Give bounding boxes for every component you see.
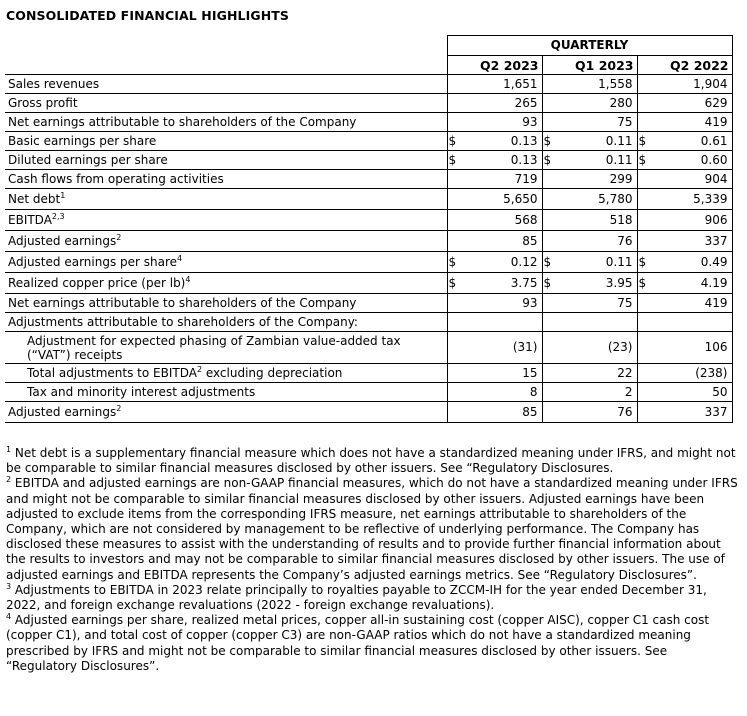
footnote-number: 2 <box>6 475 12 485</box>
value-cell <box>447 313 542 332</box>
currency-symbol: $ <box>638 254 647 269</box>
value-text: 1,904 <box>693 76 728 91</box>
value-text: 0.60 <box>700 152 728 167</box>
value-cell <box>542 113 637 132</box>
row-label-text: Net debt <box>8 191 61 206</box>
currency-symbol: $ <box>543 133 552 148</box>
currency-symbol: $ <box>543 152 552 167</box>
column-header-q1-2023: Q1 2023 <box>542 56 637 75</box>
value-cell <box>637 75 732 94</box>
footnote-text: Adjusted earnings per share, realized metal prices, copper all-in sustaining cost (copper AISC), copper C1 cash cost (copper C1), and total cost of copper (copper C3) are non-GAAP ratios which do not have a standardized meaning prescribed by IFRS and might not be comparable to similar financial measures disclosed by other issuers. See “Regulatory Disclosures”. <box>6 613 710 673</box>
row-label-text: Cash flows from operating activities <box>8 171 224 186</box>
value-text: 15 <box>522 365 538 380</box>
footnote-number: 1 <box>6 445 12 454</box>
value-cell <box>637 231 732 252</box>
value-text: 5,650 <box>503 191 538 206</box>
footnote-ref: 2 <box>116 403 122 413</box>
row-label <box>5 113 447 132</box>
value-cell <box>637 383 732 402</box>
row-label-text: Tax and minority interest adjustments <box>27 385 256 399</box>
value-cell <box>542 364 637 383</box>
row-label <box>5 231 447 252</box>
group-header-row <box>5 36 732 56</box>
row-label <box>5 210 447 231</box>
value-text: 280 <box>609 95 633 110</box>
value-cell <box>447 383 542 402</box>
value-cell <box>542 210 637 231</box>
header-label-spacer <box>5 56 447 75</box>
value-text: (238) <box>695 365 728 380</box>
currency-symbol: $ <box>448 133 457 148</box>
value-cell <box>542 94 637 113</box>
value-cell <box>637 189 732 210</box>
value-text: 419 <box>704 114 728 129</box>
value-cell <box>447 210 542 231</box>
row-label-text: Total adjustments to EBITDA <box>27 366 197 380</box>
value-text: 0.11 <box>605 152 633 167</box>
footnote-ref: 4 <box>177 253 183 263</box>
page-title: CONSOLIDATED FINANCIAL HIGHLIGHTS <box>6 8 289 23</box>
row-label-text: Adjustments attributable to shareholders of the Company: <box>8 314 358 329</box>
value-cell <box>637 113 732 132</box>
value-text: 1,651 <box>503 76 538 91</box>
row-label-text: Gross profit <box>8 95 78 110</box>
table-row <box>5 151 732 170</box>
currency-symbol: $ <box>638 152 647 167</box>
value-text: 0.49 <box>700 254 728 269</box>
value-cell <box>637 210 732 231</box>
row-label <box>5 294 447 313</box>
value-text: 904 <box>704 171 728 186</box>
value-text: (23) <box>607 340 633 354</box>
value-text: 337 <box>704 404 728 419</box>
value-text: 299 <box>609 171 633 186</box>
value-text: 3.75 <box>510 275 538 290</box>
footnote-text: EBITDA and adjusted earnings are non-GAAP financial measures, which do not have a standardized meaning under IFRS and might not be comparable to similar financial measures disclosed by other issuers. Adjusted earnings have been adjusted to exclude items from the corresponding IFRS measure, net earnings attributable to shareholders of the Company, which are not considered by management to be reflective of underlying performance. The Company has disclosed these measures to assist with the understanding of results and to provide further financial information about the results to investors and may not be comparable to similar financial measures disclosed by other issuers. The use of adjusted earnings and EBITDA represents the Company’s adjusted earnings metrics. See “Regulatory Disclosures”. <box>6 476 738 582</box>
footnote-ref: 2 <box>116 232 122 242</box>
value-text: 518 <box>609 212 633 227</box>
table-row <box>5 94 732 113</box>
value-text: 3.95 <box>605 275 633 290</box>
value-text: 5,780 <box>598 191 633 206</box>
value-cell <box>542 151 637 170</box>
footnote-ref: 2,3 <box>51 211 65 221</box>
row-label-text: Diluted earnings per share <box>8 152 168 167</box>
value-cell <box>542 383 637 402</box>
row-label-text: Adjustment for expected phasing of Zambian value-added tax (“VAT”) receipts <box>27 333 401 362</box>
value-cell <box>637 294 732 313</box>
row-label <box>5 132 447 151</box>
footnote-4 <box>6 613 741 674</box>
currency-symbol: $ <box>638 275 647 290</box>
table-row <box>5 273 732 294</box>
row-label-text: Basic earnings per share <box>8 133 157 148</box>
value-cell <box>637 132 732 151</box>
table-row <box>5 294 732 313</box>
row-label <box>5 151 447 170</box>
value-text: 719 <box>514 171 538 186</box>
footnote-text: Adjustments to EBITDA in 2023 relate principally to royalties payable to ZCCM-IH for the year ended December 31, 2022, and foreign exchange revaluations (2022 - foreign exchange revaluations). <box>6 582 707 613</box>
value-text: 85 <box>522 404 538 419</box>
value-text: 0.13 <box>510 133 538 148</box>
footnote-1 <box>6 446 741 476</box>
value-cell <box>637 94 732 113</box>
column-header-q2-2022: Q2 2022 <box>637 56 732 75</box>
row-label-text: Net earnings attributable to shareholders of the Company <box>8 114 357 129</box>
row-label-text: Sales revenues <box>8 76 100 91</box>
value-cell <box>637 402 732 423</box>
value-cell <box>447 294 542 313</box>
value-text: 22 <box>617 365 633 380</box>
value-cell <box>542 231 637 252</box>
row-label <box>5 170 447 189</box>
value-text: 419 <box>704 295 728 310</box>
value-cell <box>447 252 542 273</box>
row-label <box>5 273 447 294</box>
currency-symbol: $ <box>448 152 457 167</box>
value-cell <box>542 294 637 313</box>
value-text: 50 <box>712 384 728 399</box>
row-label <box>5 332 447 364</box>
value-text: 0.61 <box>700 133 728 148</box>
value-text: 0.13 <box>510 152 538 167</box>
row-label <box>5 402 447 423</box>
value-cell <box>542 402 637 423</box>
table-row <box>5 313 732 332</box>
value-cell <box>447 113 542 132</box>
table-row <box>5 383 732 402</box>
table-row <box>5 113 732 132</box>
value-cell <box>637 273 732 294</box>
value-cell <box>447 94 542 113</box>
table-row <box>5 402 732 423</box>
value-text: 75 <box>617 295 633 310</box>
footnote-ref: 1 <box>60 190 66 200</box>
value-text: 337 <box>704 233 728 248</box>
value-cell <box>447 364 542 383</box>
value-cell <box>447 170 542 189</box>
row-label <box>5 189 447 210</box>
value-cell <box>637 332 732 364</box>
table-row <box>5 75 732 94</box>
table-row <box>5 132 732 151</box>
value-text: (31) <box>512 340 538 354</box>
value-text: 5,339 <box>693 191 728 206</box>
value-cell <box>542 75 637 94</box>
value-cell <box>447 273 542 294</box>
footnotes <box>6 446 741 674</box>
currency-symbol: $ <box>543 275 552 290</box>
row-label <box>5 313 447 332</box>
table-row <box>5 364 732 383</box>
row-label-text: Adjusted earnings per share <box>8 254 178 269</box>
row-label <box>5 252 447 273</box>
table-row <box>5 231 732 252</box>
value-text: 4.19 <box>700 275 728 290</box>
value-cell <box>542 313 637 332</box>
value-cell <box>637 364 732 383</box>
row-label-text: Adjusted earnings <box>8 233 117 248</box>
value-text: 0.11 <box>605 133 633 148</box>
value-text: 75 <box>617 114 633 129</box>
row-label-suffix: excluding depreciation <box>202 366 343 380</box>
currency-symbol: $ <box>448 275 457 290</box>
value-cell <box>447 132 542 151</box>
row-label-text: EBITDA <box>8 212 52 227</box>
value-cell <box>542 170 637 189</box>
value-cell <box>637 170 732 189</box>
value-cell <box>542 273 637 294</box>
value-cell <box>542 332 637 364</box>
row-label <box>5 94 447 113</box>
footnote-3 <box>6 583 741 613</box>
footnote-number: 4 <box>6 612 12 622</box>
table-row <box>5 332 732 364</box>
footnote-ref: 2 <box>196 365 203 374</box>
value-cell <box>637 151 732 170</box>
value-text: 0.11 <box>605 254 633 269</box>
value-text: 8 <box>529 384 538 399</box>
value-cell <box>447 332 542 364</box>
value-text: 1,558 <box>598 76 633 91</box>
value-text: 106 <box>704 340 728 354</box>
value-text: 0.12 <box>510 254 538 269</box>
value-text: 2 <box>624 384 633 399</box>
row-label-text: Net earnings attributable to shareholders of the Company <box>8 295 357 310</box>
footnote-ref: 4 <box>185 274 191 284</box>
value-cell <box>542 252 637 273</box>
value-cell <box>542 189 637 210</box>
row-label <box>5 364 447 383</box>
value-cell <box>637 252 732 273</box>
value-cell <box>447 75 542 94</box>
footnote-number: 3 <box>6 581 12 591</box>
value-cell <box>447 231 542 252</box>
value-text: 76 <box>617 404 633 419</box>
row-label <box>5 75 447 94</box>
value-text: 76 <box>617 233 633 248</box>
value-cell <box>447 189 542 210</box>
value-cell <box>447 402 542 423</box>
table-row <box>5 189 732 210</box>
value-text: 93 <box>522 295 538 310</box>
column-header-row <box>5 56 732 75</box>
row-label-text: Realized copper price (per lb) <box>8 275 186 290</box>
header-spacer <box>5 36 447 56</box>
value-cell <box>637 313 732 332</box>
value-text: 629 <box>704 95 728 110</box>
value-text: 85 <box>522 233 538 248</box>
footnote-text: Net debt is a supplementary financial measure which does not have a standardized meaning under IFRS, and might not be comparable to similar financial measures disclosed by other issuers. See “Regulatory Disclosures. <box>6 446 736 476</box>
value-cell <box>447 151 542 170</box>
group-header-quarterly: QUARTERLY <box>447 36 732 56</box>
table-row <box>5 252 732 273</box>
value-text: 568 <box>514 212 538 227</box>
table-row <box>5 210 732 231</box>
footnote-2 <box>6 476 741 582</box>
table-row <box>5 170 732 189</box>
currency-symbol: $ <box>638 133 647 148</box>
currency-symbol: $ <box>448 254 457 269</box>
value-text: 265 <box>514 95 538 110</box>
row-label <box>5 383 447 402</box>
value-cell <box>542 132 637 151</box>
currency-symbol: $ <box>543 254 552 269</box>
financial-highlights-table <box>5 35 733 423</box>
value-text: 906 <box>704 212 728 227</box>
column-header-q2-2023: Q2 2023 <box>447 56 542 75</box>
value-text: 93 <box>522 114 538 129</box>
row-label-text: Adjusted earnings <box>8 404 117 419</box>
